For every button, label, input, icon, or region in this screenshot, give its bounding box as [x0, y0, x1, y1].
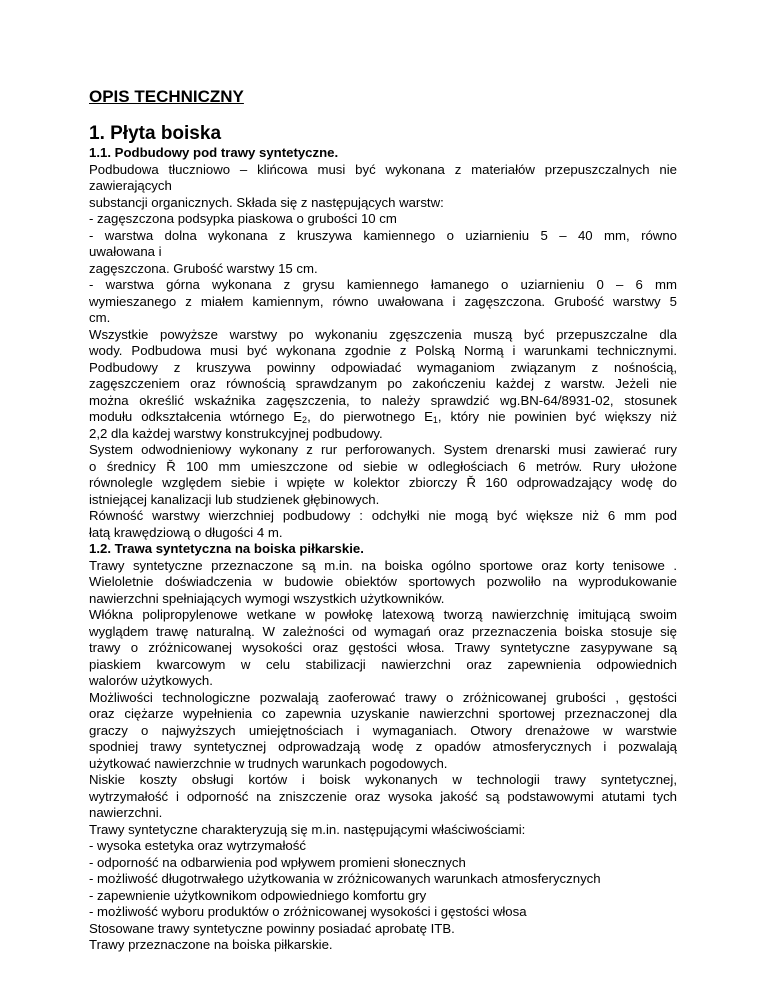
paragraph-line: oraz ciężarze wypełnienia co zapewnia uzyskanie nawierzchni sportowej przeznaczonej dla — [89, 706, 677, 721]
paragraph-line: Trawy syntetyczne przeznaczone są m.in. na boiska ogólno sportowe oraz korty tenisowe . — [89, 557, 677, 573]
paragraph-line: Włókna polipropylenowe wetkane w powłokę latexową tworzą nawierzchnię imitującą swoim — [89, 607, 677, 622]
paragraph-line: istniejącej kanalizacji lub studzienek głębinowych. — [89, 491, 380, 507]
subsection-heading-trawa: 1.2. Trawa syntetyczna na boiska piłkarskie. — [89, 541, 364, 556]
paragraph-line: Możliwości technologiczne pozwalają zaoferować trawy o zróżnicowanej grubości , gęstości — [89, 689, 677, 705]
paragraph-line: można określić wskaźnika zagęszczenia, to należy sprawdzić wg.BN-64/8931-02, stosunek — [89, 392, 677, 408]
document-page — [89, 86, 677, 954]
paragraph-line: zawierających — [89, 178, 172, 193]
paragraph-line: wymieszanego z miałem kamiennym, równo uwałowana i zagęszczona. Grubość warstwy 5 — [89, 293, 677, 309]
section-heading-plyta-boiska: 1. Płyta boiska — [89, 123, 222, 144]
paragraph-line: Trawy przeznaczone na boiska piłkarskie. — [89, 937, 333, 952]
paragraph-line: równolegle względem siebie i wpięte w kolektor zbiorczy Ř 160 odprowadzający wodę do — [89, 475, 677, 490]
paragraph-line: 2,2 dla każdej warstwy konstrukcyjnej podbudowy. — [89, 425, 383, 441]
paragraph-line: - zagęszczona podsypka piaskowa o grubości 10 cm — [89, 211, 397, 226]
paragraph-line: walorów użytkowych. — [89, 673, 213, 688]
paragraph-line: Podbudowy z kruszywa powinny odpowiadać wymaganiom związanym z nośnością, — [89, 359, 677, 375]
paragraph-line: cm. — [89, 310, 111, 325]
paragraph-line: piaskiem kwarcowym w celu stabilizacji nawierzchni oraz zapewnienia odpowiednich — [89, 656, 677, 672]
paragraph-line: substancji organicznych. Składa się z następujących warstw: — [89, 194, 444, 210]
modulus-text-1: modułu odkształcenia wtórnego E — [89, 409, 303, 424]
paragraph-line: zagęszczona. Grubość warstwy 15 cm. — [89, 260, 318, 276]
paragraph-line: Wszystkie powyższe warstwy po wykonaniu zgęszczenia muszą być przepuszczalne dla — [89, 326, 677, 342]
paragraph-line: uwałowana i — [89, 244, 162, 259]
paragraph-line: wytrzymałość i odporność na zniszczenie oraz wysoka jakość są podstawowymi atutami tych — [89, 788, 677, 804]
paragraph-line: o średnicy Ř 100 mm umieszczone od siebie w odległościach 6 metrów. Rury ułożone — [89, 458, 677, 474]
paragraph-line: wody. Podbudowa musi być wykonana zgodnie z Polską Normą i warunkami technicznymi. — [89, 343, 677, 358]
modulus-text-3: , który nie powinien być większy niż — [437, 409, 677, 424]
subsection-body-podbudowy — [89, 162, 677, 410]
subsection-body-podbudowy-cont — [89, 426, 677, 542]
subsection-heading-podbudowy: 1.1. Podbudowy pod trawy syntetyczne. — [89, 145, 339, 160]
modulus-sub-2: 2 — [302, 415, 308, 425]
paragraph-line: użytkować nawierzchnie w trudnych warunkach pogodowych. — [89, 755, 448, 771]
modulus-sub-1: 1 — [432, 415, 438, 425]
paragraph-line: Trawy syntetyczne charakteryzują się m.in. następującymi właściwościami: — [89, 821, 526, 837]
paragraph-line: - wysoka estetyka oraz wytrzymałość — [89, 838, 306, 853]
paragraph-line: Stosowane trawy syntetyczne powinny posiadać aprobatę ITB. — [89, 920, 455, 936]
subsection-body-trawa — [89, 558, 677, 954]
paragraph-line: Równość warstwy wierzchniej podbudowy : odchyłki nie mogą być większe niż 6 mm pod — [89, 508, 677, 523]
paragraph-line: graczy o najwyższych umiejętnościach i wymaganiach. Otwory drenażowe w warstwie — [89, 722, 677, 738]
paragraph-line: - warstwa dolna wykonana z kruszywa kamiennego o uziarnieniu 5 – 40 mm, równo — [89, 227, 677, 243]
paragraph-line: wyglądem trawę naturalną. W zależności od wymagań oraz przeznaczenia boiska stosuje się — [89, 623, 677, 639]
paragraph-line: System odwodnieniowy wykonany z rur perforowanych. System drenarski musi zawierać rury — [89, 442, 677, 457]
paragraph-line-modulus — [89, 409, 677, 426]
paragraph-line: - możliwość długotrwałego użytkowania w zróżnicowanych warunkach atmosferycznych — [89, 871, 601, 886]
paragraph-line: zagęszczeniem oraz równością sprawdzanym po zakończeniu każdej z warstw. Jeżeli nie — [89, 376, 677, 391]
paragraph-line: - zapewnienie użytkownikom odpowiedniego komfortu gry — [89, 887, 427, 903]
paragraph-line: Podbudowa tłuczniowo – klińcowa musi być wykonana z materiałów przepuszczalnych nie — [89, 161, 677, 177]
paragraph-line: trawy o zróżnicowanej wysokości oraz gęstości włosa. Trawy syntetyczne zasypywane są — [89, 640, 677, 655]
paragraph-line: nawierzchni spełniających wymogi wszystkich użytkowników. — [89, 590, 445, 606]
paragraph-line: - warstwa górna wykonana z grysu kamiennego łamanego o uziarnieniu 0 – 6 mm — [89, 277, 677, 292]
paragraph-line: - odporność na odbarwienia pod wpływem promieni słonecznych — [89, 854, 466, 870]
paragraph-line: - możliwość wyboru produktów o zróżnicowanej wysokości i gęstości włosa — [89, 904, 527, 919]
paragraph-line: łatą krawędziową o długości 4 m. — [89, 524, 283, 540]
paragraph-line: nawierzchni. — [89, 805, 163, 820]
paragraph-line: Wieloletnie doświadczenia w budowie obiektów sportowych pozwoliło na wyprodukowanie — [89, 574, 677, 589]
document-title: OPIS TECHNICZNY — [89, 87, 244, 106]
paragraph-line: Niskie koszty obsługi kortów i boisk wykonanych w technologii trawy syntetycznej, — [89, 772, 677, 787]
paragraph-line: spodniej trawy syntetycznej odprowadzają wodę z opadów atmosferycznych i pozwalają — [89, 739, 677, 754]
modulus-text-2: , do pierwotnego E — [307, 409, 433, 424]
